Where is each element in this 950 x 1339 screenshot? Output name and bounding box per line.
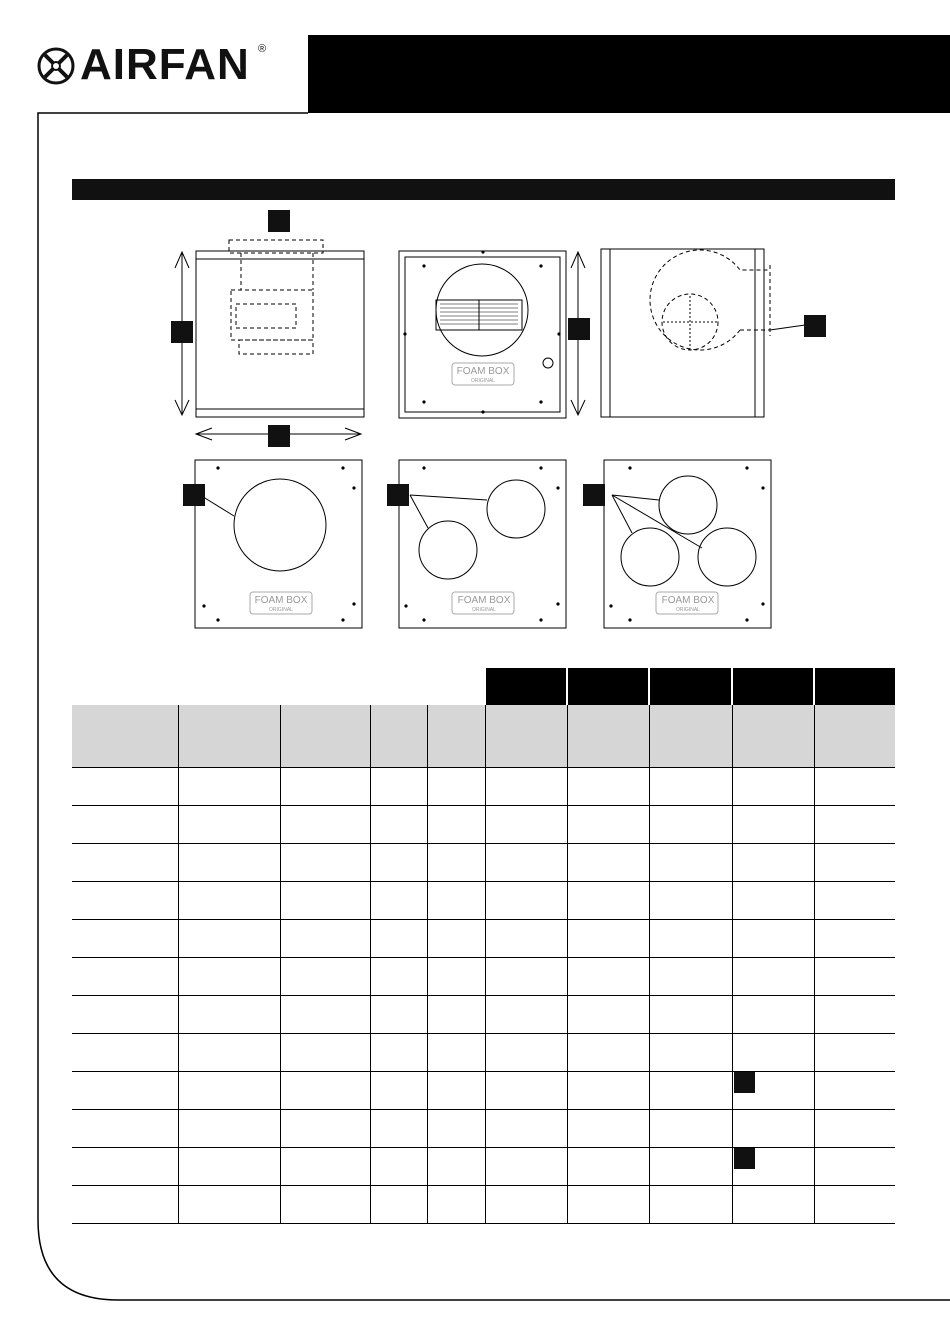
table-row bbox=[72, 1110, 895, 1148]
column-header-cell bbox=[178, 705, 280, 768]
table-cell bbox=[72, 958, 178, 996]
table-cell bbox=[649, 958, 732, 996]
empty-header-cell bbox=[280, 668, 370, 705]
column-header-cell bbox=[280, 705, 370, 768]
table-cell bbox=[280, 1072, 370, 1110]
column-header-cell bbox=[567, 705, 649, 768]
empty-header-cell bbox=[178, 668, 280, 705]
table-row bbox=[72, 958, 895, 996]
empty-header-cell bbox=[72, 668, 178, 705]
column-header-cell bbox=[370, 705, 427, 768]
table-cell bbox=[485, 1110, 567, 1148]
table-cell bbox=[280, 1034, 370, 1072]
table-cell bbox=[427, 806, 485, 844]
table-cell bbox=[732, 1072, 814, 1110]
table-cell bbox=[814, 768, 895, 806]
table-cell bbox=[178, 1148, 280, 1186]
table-cell bbox=[178, 806, 280, 844]
diagram-front-view bbox=[399, 250, 566, 418]
table-cell bbox=[814, 1034, 895, 1072]
table-cell bbox=[485, 996, 567, 1034]
table-cell bbox=[567, 1110, 649, 1148]
column-header-cell bbox=[732, 705, 814, 768]
table-row bbox=[72, 768, 895, 806]
table-cell bbox=[178, 1034, 280, 1072]
marker-b bbox=[171, 321, 193, 343]
table-cell bbox=[370, 768, 427, 806]
table-cell bbox=[427, 1072, 485, 1110]
table-cell bbox=[732, 1034, 814, 1072]
table-cell bbox=[732, 920, 814, 958]
foam-box-sub: ORIGINAL bbox=[676, 607, 700, 613]
marker-h bbox=[583, 484, 605, 506]
foam-box-sub: ORIGINAL bbox=[471, 378, 495, 384]
table-cell bbox=[814, 844, 895, 882]
table-cell bbox=[649, 768, 732, 806]
table-cell bbox=[567, 844, 649, 882]
table-cell bbox=[178, 768, 280, 806]
table-cell bbox=[280, 844, 370, 882]
cell-marker bbox=[734, 1072, 755, 1093]
group-header-cell bbox=[814, 668, 895, 705]
table-cell bbox=[370, 1186, 427, 1224]
table-cell bbox=[72, 1186, 178, 1224]
column-header-cell bbox=[814, 705, 895, 768]
table-row bbox=[72, 1186, 895, 1224]
marker-e bbox=[804, 315, 826, 337]
table-cell bbox=[732, 806, 814, 844]
diagram-side-view bbox=[196, 240, 364, 417]
table-cell bbox=[427, 1034, 485, 1072]
table-cell bbox=[178, 958, 280, 996]
table-cell bbox=[649, 882, 732, 920]
table-cell bbox=[427, 882, 485, 920]
table-cell bbox=[732, 958, 814, 996]
table-cell bbox=[72, 768, 178, 806]
table-cell bbox=[72, 844, 178, 882]
empty-header-cell bbox=[427, 668, 485, 705]
table-cell bbox=[814, 958, 895, 996]
table-cell bbox=[370, 1072, 427, 1110]
table-cell bbox=[649, 844, 732, 882]
table-cell bbox=[567, 806, 649, 844]
table-cell bbox=[567, 958, 649, 996]
foam-box-label: FOAM BOX bbox=[456, 366, 510, 377]
table-cell bbox=[370, 996, 427, 1034]
table-row bbox=[72, 882, 895, 920]
foam-box-sub: ORIGINAL bbox=[472, 607, 496, 613]
table-cell bbox=[280, 1110, 370, 1148]
table-cell bbox=[72, 1148, 178, 1186]
table-cell bbox=[649, 1148, 732, 1186]
table-cell bbox=[427, 1148, 485, 1186]
table-cell bbox=[370, 920, 427, 958]
table-cell bbox=[280, 768, 370, 806]
table-cell bbox=[567, 920, 649, 958]
foam-box-sub: ORIGINAL bbox=[269, 607, 293, 613]
table-cell bbox=[485, 806, 567, 844]
table-cell bbox=[485, 1072, 567, 1110]
table-cell bbox=[370, 1110, 427, 1148]
table-cell bbox=[485, 1148, 567, 1186]
table-cell bbox=[370, 958, 427, 996]
table-cell bbox=[485, 920, 567, 958]
dimension-diagrams bbox=[160, 205, 840, 635]
table-cell bbox=[178, 882, 280, 920]
table-cell bbox=[370, 1034, 427, 1072]
table-cell bbox=[567, 882, 649, 920]
table-cell bbox=[72, 1034, 178, 1072]
table-cell bbox=[732, 882, 814, 920]
table-cell bbox=[485, 1186, 567, 1224]
marker-a bbox=[268, 210, 290, 232]
group-header-cell bbox=[649, 668, 732, 705]
marker-d bbox=[568, 318, 590, 340]
table-cell bbox=[370, 806, 427, 844]
table-cell bbox=[732, 844, 814, 882]
table-cell bbox=[732, 1110, 814, 1148]
column-header-cell bbox=[72, 705, 178, 768]
table-cell bbox=[814, 806, 895, 844]
table-cell bbox=[814, 1186, 895, 1224]
table-cell bbox=[732, 1186, 814, 1224]
table-row bbox=[72, 1072, 895, 1110]
table-row bbox=[72, 920, 895, 958]
table-cell bbox=[649, 806, 732, 844]
column-header-cell bbox=[427, 705, 485, 768]
table-cell bbox=[178, 1186, 280, 1224]
table-cell bbox=[567, 1072, 649, 1110]
table-cell bbox=[370, 1148, 427, 1186]
specification-table bbox=[72, 668, 895, 1224]
table-cell bbox=[649, 996, 732, 1034]
table-cell bbox=[72, 920, 178, 958]
table-cell bbox=[814, 882, 895, 920]
table-cell bbox=[280, 920, 370, 958]
table-cell bbox=[814, 1072, 895, 1110]
table-cell bbox=[814, 996, 895, 1034]
column-header-cell bbox=[485, 705, 567, 768]
table-row bbox=[72, 1148, 895, 1186]
table-cell bbox=[485, 768, 567, 806]
marker-c bbox=[268, 425, 290, 447]
table-cell bbox=[72, 1072, 178, 1110]
table-cell bbox=[732, 996, 814, 1034]
table-cell bbox=[427, 1110, 485, 1148]
brand-name: AIRFAN bbox=[80, 40, 250, 89]
table-cell bbox=[814, 920, 895, 958]
table-cell bbox=[649, 1186, 732, 1224]
table-row bbox=[72, 1034, 895, 1072]
marker-g bbox=[387, 484, 409, 506]
table-cell bbox=[567, 1186, 649, 1224]
table-cell bbox=[370, 882, 427, 920]
table-cell bbox=[649, 920, 732, 958]
table-cell bbox=[280, 1186, 370, 1224]
group-header-cell bbox=[567, 668, 649, 705]
table-cell bbox=[485, 958, 567, 996]
table-cell bbox=[280, 958, 370, 996]
table-cell bbox=[178, 996, 280, 1034]
empty-header-cell bbox=[370, 668, 427, 705]
section-title-bar bbox=[72, 179, 895, 200]
table-cell bbox=[280, 1148, 370, 1186]
table-group-header-row bbox=[72, 668, 895, 705]
column-header-cell bbox=[649, 705, 732, 768]
table-cell bbox=[178, 844, 280, 882]
table-cell bbox=[649, 1034, 732, 1072]
table-cell bbox=[427, 958, 485, 996]
table-cell bbox=[72, 1110, 178, 1148]
table-cell bbox=[649, 1110, 732, 1148]
table-cell bbox=[427, 920, 485, 958]
table-column-header-row bbox=[72, 705, 895, 768]
table-cell bbox=[485, 882, 567, 920]
table-cell bbox=[72, 996, 178, 1034]
table-cell bbox=[370, 844, 427, 882]
table-cell bbox=[427, 844, 485, 882]
table-cell bbox=[178, 1110, 280, 1148]
foam-box-label: FOAM BOX bbox=[457, 595, 511, 606]
table-cell bbox=[567, 768, 649, 806]
group-header-cell bbox=[485, 668, 567, 705]
table-cell bbox=[567, 1034, 649, 1072]
table-row bbox=[72, 996, 895, 1034]
table-cell bbox=[72, 882, 178, 920]
table-cell bbox=[732, 768, 814, 806]
diagram-fan-view bbox=[601, 249, 805, 417]
table-row bbox=[72, 844, 895, 882]
table-cell bbox=[567, 996, 649, 1034]
table-cell bbox=[72, 806, 178, 844]
table-cell bbox=[649, 1072, 732, 1110]
table-cell bbox=[567, 1148, 649, 1186]
registered-mark: ® bbox=[258, 43, 267, 55]
foam-box-label: FOAM BOX bbox=[661, 595, 715, 606]
table-cell bbox=[178, 1072, 280, 1110]
table-cell bbox=[732, 1148, 814, 1186]
cell-marker bbox=[734, 1148, 755, 1169]
group-header-cell bbox=[732, 668, 814, 705]
table-cell bbox=[485, 1034, 567, 1072]
table-cell bbox=[427, 1186, 485, 1224]
foam-box-label: FOAM BOX bbox=[254, 595, 308, 606]
table-row bbox=[72, 806, 895, 844]
table-cell bbox=[280, 806, 370, 844]
table-cell bbox=[280, 882, 370, 920]
table-cell bbox=[280, 996, 370, 1034]
marker-f bbox=[183, 484, 205, 506]
table-cell bbox=[427, 996, 485, 1034]
table-cell bbox=[814, 1110, 895, 1148]
table-cell bbox=[814, 1148, 895, 1186]
table-cell bbox=[485, 844, 567, 882]
table-cell bbox=[427, 768, 485, 806]
table-cell bbox=[178, 920, 280, 958]
